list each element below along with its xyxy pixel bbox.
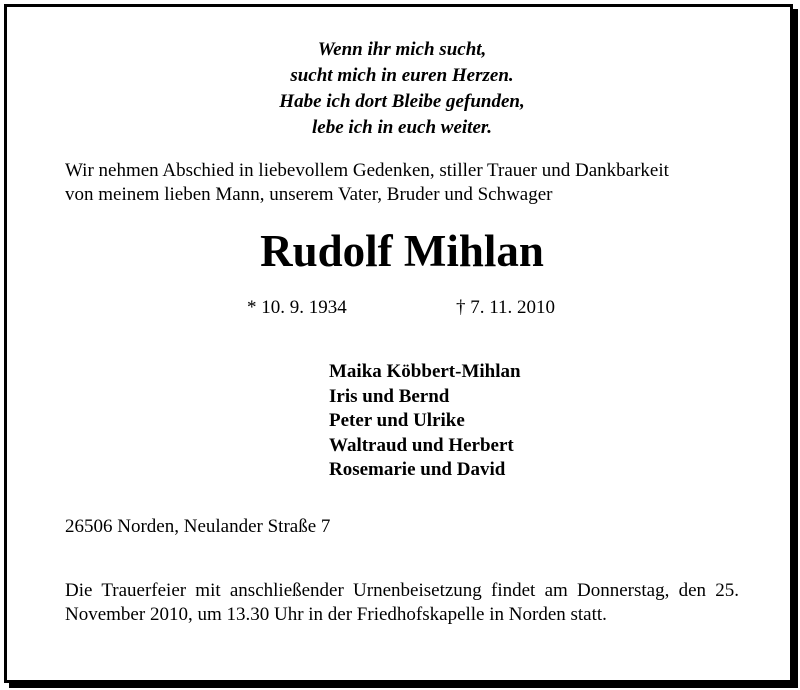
memorial-poem (7, 37, 797, 141)
birth-date: * 10. 9. 1934 (247, 297, 347, 318)
mourner-name: Peter und Ulrike (329, 410, 465, 431)
mourner-name: Rosemarie und David (329, 459, 506, 480)
death-date: † 7. 11. 2010 (456, 297, 556, 318)
obituary-frame (4, 4, 793, 683)
poem-line: sucht mich in euren Herzen. (290, 65, 514, 86)
poem-line: Wenn ihr mich sucht, (317, 39, 487, 60)
poem-line: Habe ich dort Bleibe gefunden, (279, 91, 525, 112)
mourner-name: Maika Köbbert-Mihlan (329, 361, 521, 382)
mourners-list (329, 360, 521, 483)
farewell-intro (65, 159, 669, 207)
intro-line: von meinem lieben Mann, unserem Vater, Bruder und Schwager (65, 184, 553, 205)
intro-line: Wir nehmen Abschied in liebevollem Gedenken, stiller Trauer und Dankbarkeit (65, 160, 669, 181)
family-address: 26506 Norden, Neulander Straße 7 (65, 516, 331, 537)
deceased-name: Rudolf Mihlan (260, 226, 544, 276)
mourner-name: Waltraud und Herbert (329, 434, 514, 456)
mourner-name: Iris und Bernd (329, 385, 450, 407)
funeral-service-notice: Die Trauerfeier mit anschließender Urnenbeisetzung findet am Donnerstag, den 25. November 2010, um 13.30 Uhr in der Friedhofskapelle in Norden statt. (65, 580, 739, 625)
poem-line: lebe ich in euch weiter. (312, 117, 492, 138)
